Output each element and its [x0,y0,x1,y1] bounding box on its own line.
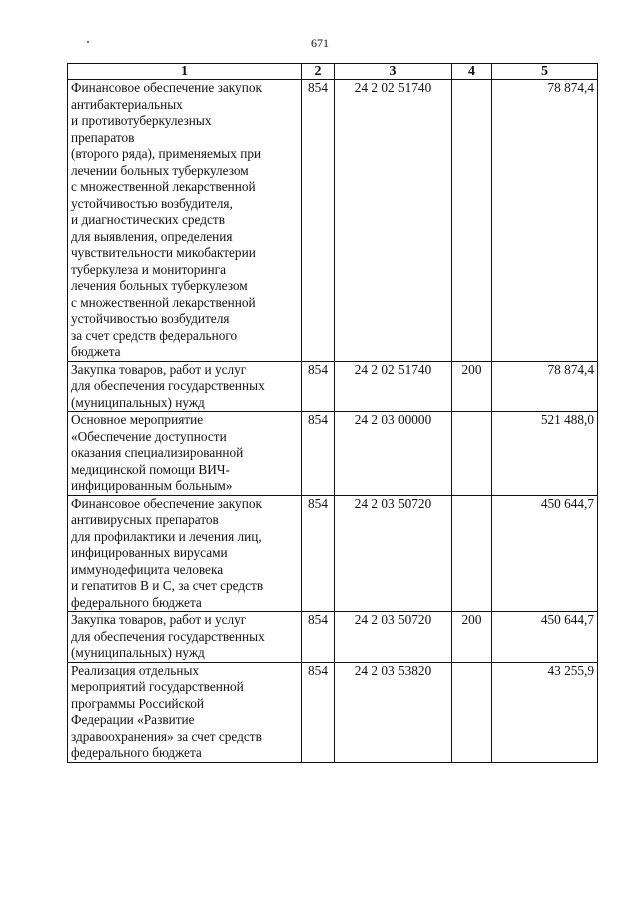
scan-artifact-dot [87,41,89,43]
target-article-code-cell: 24 2 03 53820 [335,662,452,762]
item-name-line: оказания специализированной [71,445,244,460]
item-name-cell [68,361,302,412]
table-row [68,361,598,412]
item-name-line: антибактериальных [71,96,183,112]
amount-cell: 43 255,9 [492,662,598,762]
department-code-cell: 854 [302,412,335,496]
page-number: 671 [311,36,329,50]
expense-type-code-cell [452,662,492,762]
amount-cell: 450 644,7 [492,495,598,612]
table-row [68,495,598,612]
amount-cell: 450 644,7 [492,612,598,663]
target-article-code-cell: 24 2 03 00000 [335,412,452,496]
column-header: 5 [492,64,598,80]
target-article-code-cell: 24 2 02 51740 [335,80,452,362]
item-name-line: инфицированным больным» [71,478,233,493]
item-name-line: Федерации «Развитие [71,712,195,727]
item-name-line: федерального бюджета [71,594,202,610]
item-name-cell [68,612,302,663]
item-name-cell [68,662,302,762]
department-code-cell: 854 [302,612,335,663]
table-row [68,612,598,663]
item-name-line: с множественной лекарственной [71,294,256,310]
item-name-line: федерального бюджета [71,745,202,760]
department-code-cell: 854 [302,662,335,762]
item-name-line: здравоохранения» за счет средств [71,728,262,744]
item-name-line: устойчивостью возбудителя [71,311,230,326]
column-header: 3 [335,64,452,80]
item-name-line: туберкулеза и мониторинга [71,261,227,277]
item-name-cell [68,495,302,612]
column-header: 2 [302,64,335,80]
item-name-line: Закупка товаров, работ и услуг [71,361,247,377]
amount-cell: 78 874,4 [492,361,598,412]
column-header: 1 [68,64,302,80]
department-code-cell: 854 [302,495,335,612]
item-name-line: программы Российской [71,695,205,711]
item-name-line: и гепатитов В и С, за счет средств [71,578,264,593]
expense-type-code-cell: 200 [452,612,492,663]
column-header: 4 [452,64,492,80]
expense-type-code-cell [452,80,492,362]
item-name-cell [68,412,302,496]
item-name-line: инфицированных вирусами [71,545,228,560]
item-name-cell [68,80,302,362]
department-code-cell: 854 [302,80,335,362]
table-row [68,412,598,496]
item-name-line: устойчивостью возбудителя, [71,195,233,211]
item-name-line: для обеспечения государственных [71,378,265,393]
item-name-line: чувствительности микобактерии [71,245,256,260]
item-name-line: антивирусных препаратов [71,512,219,527]
item-name-line: Закупка товаров, работ и услуг [71,612,247,627]
item-name-line: иммунодефицита человека [71,561,224,577]
table-row [68,662,598,762]
expense-type-code-cell: 200 [452,361,492,412]
item-name-line: (второго ряда), применяемых при [71,146,262,161]
item-name-line: (муниципальных) нужд [71,645,205,660]
table-header-row [68,64,598,80]
budget-table [67,63,598,763]
item-name-line: лечении больных туберкулезом [71,162,249,178]
target-article-code-cell: 24 2 03 50720 [335,612,452,663]
target-article-code-cell: 24 2 02 51740 [335,361,452,412]
target-article-code-cell: 24 2 03 50720 [335,495,452,612]
table-row [68,80,598,362]
item-name-line: Финансовое обеспечение закупок [71,80,262,95]
item-name-line: (муниципальных) нужд [71,394,205,410]
expense-type-code-cell [452,495,492,612]
item-name-line: Финансовое обеспечение закупок [71,495,262,511]
item-name-line: за счет средств федерального [71,327,238,343]
amount-cell: 78 874,4 [492,80,598,362]
item-name-line: с множественной лекарственной [71,179,256,194]
item-name-line: лечения больных туберкулезом [71,278,248,293]
department-code-cell: 854 [302,361,335,412]
item-name-line: препаратов [71,129,135,145]
item-name-line: Основное мероприятие [71,412,204,427]
item-name-line: и противотуберкулезных [71,113,212,128]
item-name-line: Реализация отдельных [71,662,200,678]
expense-type-code-cell [452,412,492,496]
item-name-line: бюджета [71,344,121,359]
item-name-line: медицинской помощи ВИЧ- [71,461,230,477]
table-body [68,80,598,763]
item-name-line: для обеспечения государственных [71,628,265,644]
item-name-line: «Обеспечение доступности [71,428,227,444]
item-name-line: и диагностических средств [71,212,226,227]
amount-cell: 521 488,0 [492,412,598,496]
item-name-line: для профилактики и лечения лиц, [71,528,262,544]
item-name-line: мероприятий государственной [71,679,244,694]
item-name-line: для выявления, определения [71,228,233,244]
